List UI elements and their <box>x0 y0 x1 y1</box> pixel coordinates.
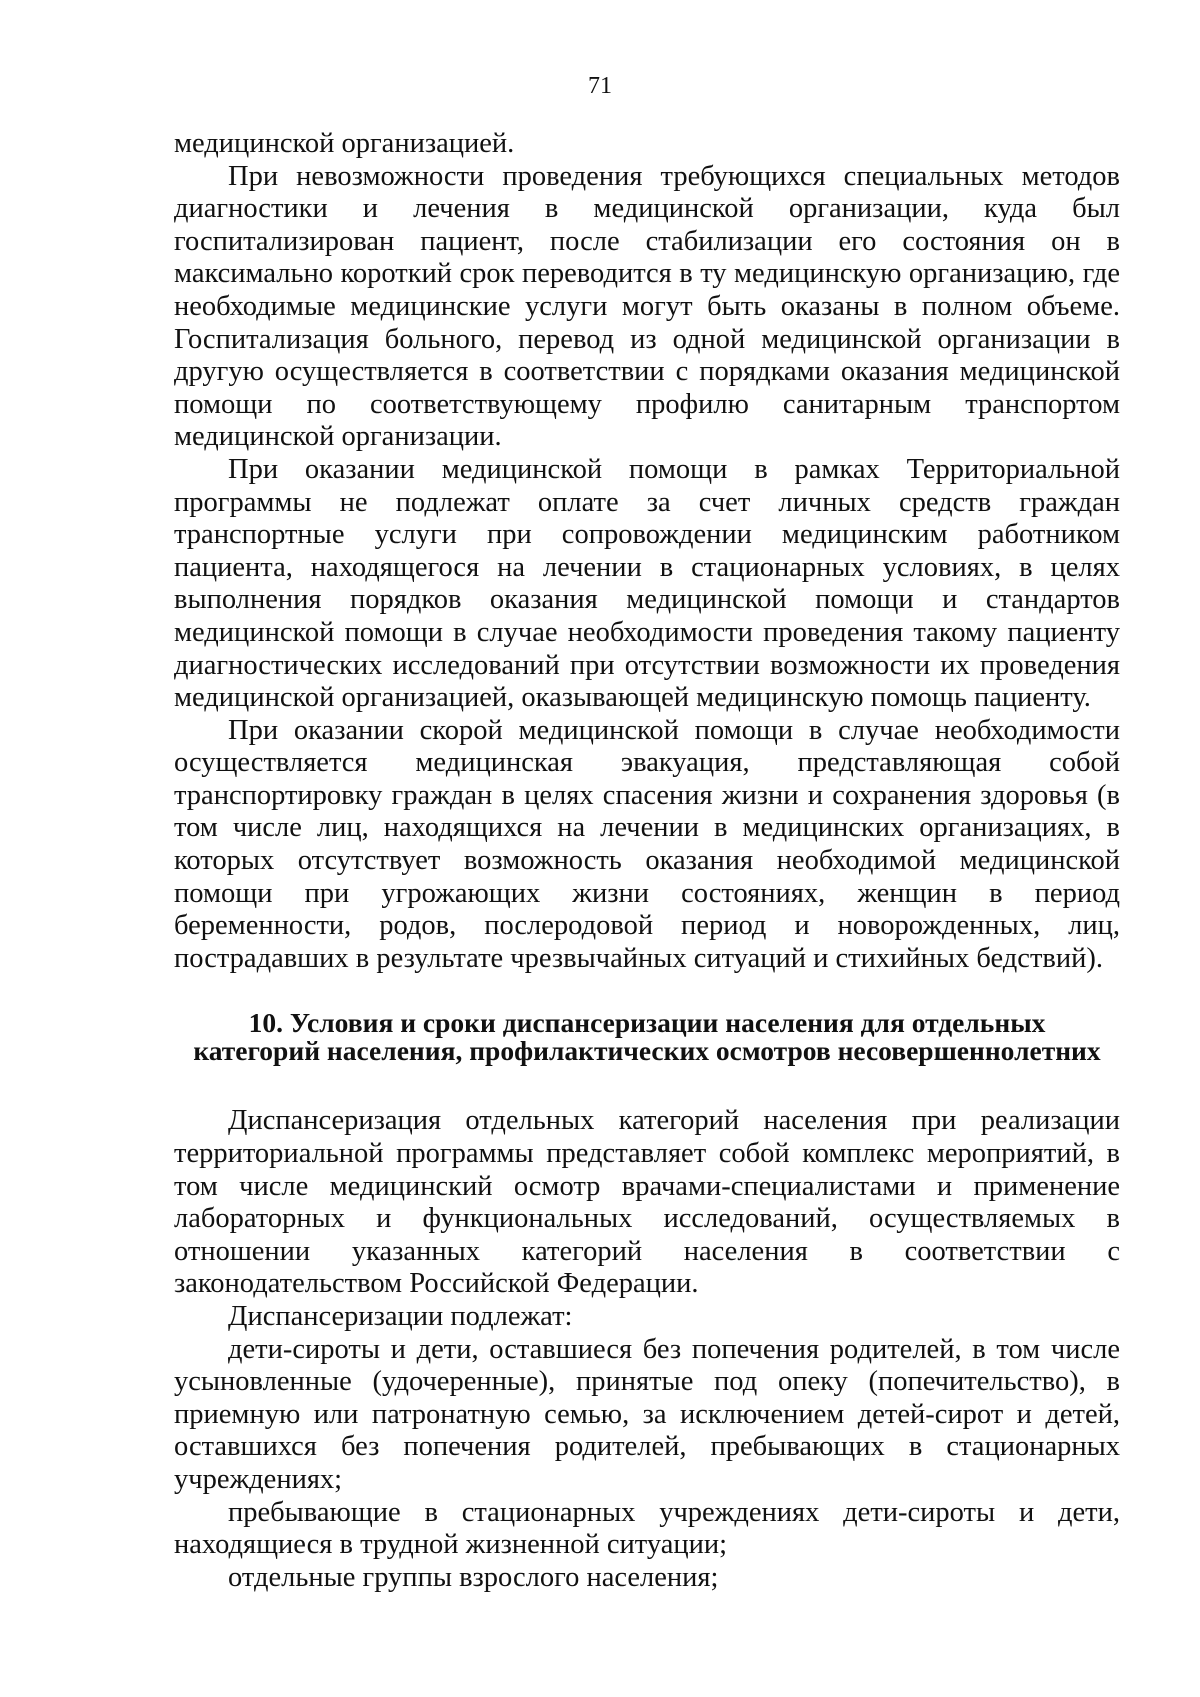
section-heading <box>174 1009 1120 1065</box>
paragraph-dispensarization-definition: Диспансеризация отдельных категорий населения при реализации территориальной программы представляет собой комплекс мероприятий, в том числе медицинский осмотр врачами-специалистами и применение лабораторных и функциональных исследований, осуществляемых в отношении указанных категорий населения в соответствии с законодательством Российской Федерации. <box>174 1105 1120 1300</box>
section-heading-line-1: 10. Условия и сроки диспансеризации населения для отдельных <box>248 1007 1046 1039</box>
paragraph-subject-to-dispensarization: Диспансеризации подлежат: <box>228 1301 573 1332</box>
document-body <box>174 128 1120 1594</box>
page-number: 71 <box>588 73 612 99</box>
list-item-orphans: дети-сироты и дети, оставшиеся без попечения родителей, в том числе усыновленные (удочеренные), принятые под опеку (попечительство), в приемную или патронатную семью, за исключением детей-сирот и детей, оставшихся без попечения родителей, пребывающих в стационарных учреждениях; <box>174 1333 1120 1495</box>
paragraph-continuation: медицинской организацией. <box>174 128 515 159</box>
paragraph-transport-services: При оказании медицинской помощи в рамках Территориальной программы не подлежат оплате за счет личных средств граждан транспортные услуги при сопровождении медицинским работником пациента, находящегося на лечении в стационарных условиях, в целях выполнения порядков оказания медицинской помощи и стандартов медицинской помощи в случае необходимости проведения такому пациенту диагностических исследований при отсутствии возможности их проведения медицинской организацией, оказывающей медицинскую помощь пациенту. <box>174 453 1120 714</box>
section-heading-line-2: категорий населения, профилактических осмотров несовершеннолетних <box>193 1035 1101 1067</box>
list-item-institution-children: пребывающие в стационарных учреждениях дети-сироты и дети, находящиеся в трудной жизненной ситуации; <box>174 1496 1120 1561</box>
paragraph-medical-evacuation: При оказании скорой медицинской помощи в случае необходимости осуществляется медицинская эвакуация, представляющая собой транспортировку граждан в целях спасения жизни и сохранения здоровья (в том числе лиц, находящихся на лечении в медицинских организациях, в которых отсутствует возможность оказания необходимой медицинской помощи при угрожающих жизни состояниях, женщин в период беременности, родов, послеродовой период и новорожденных, лиц, пострадавших в результате чрезвычайных ситуаций и стихийных бедствий). <box>174 714 1120 974</box>
paragraph-transfer-hospitalization: При невозможности проведения требующихся специальных методов диагностики и лечения в медицинской организации, куда был госпитализирован пациент, после стабилизации его состояния он в максимально короткий срок переводится в ту медицинскую организацию, где необходимые медицинские услуги могут быть оказаны в полном объеме. Госпитализация больного, перевод из одной медицинской организации в другую осуществляется в соответствии с порядками оказания медицинской помощи по соответствующему профилю санитарным транспортом медицинской организации. <box>174 160 1120 453</box>
list-item-adult-groups: отдельные группы взрослого населения; <box>228 1561 719 1593</box>
